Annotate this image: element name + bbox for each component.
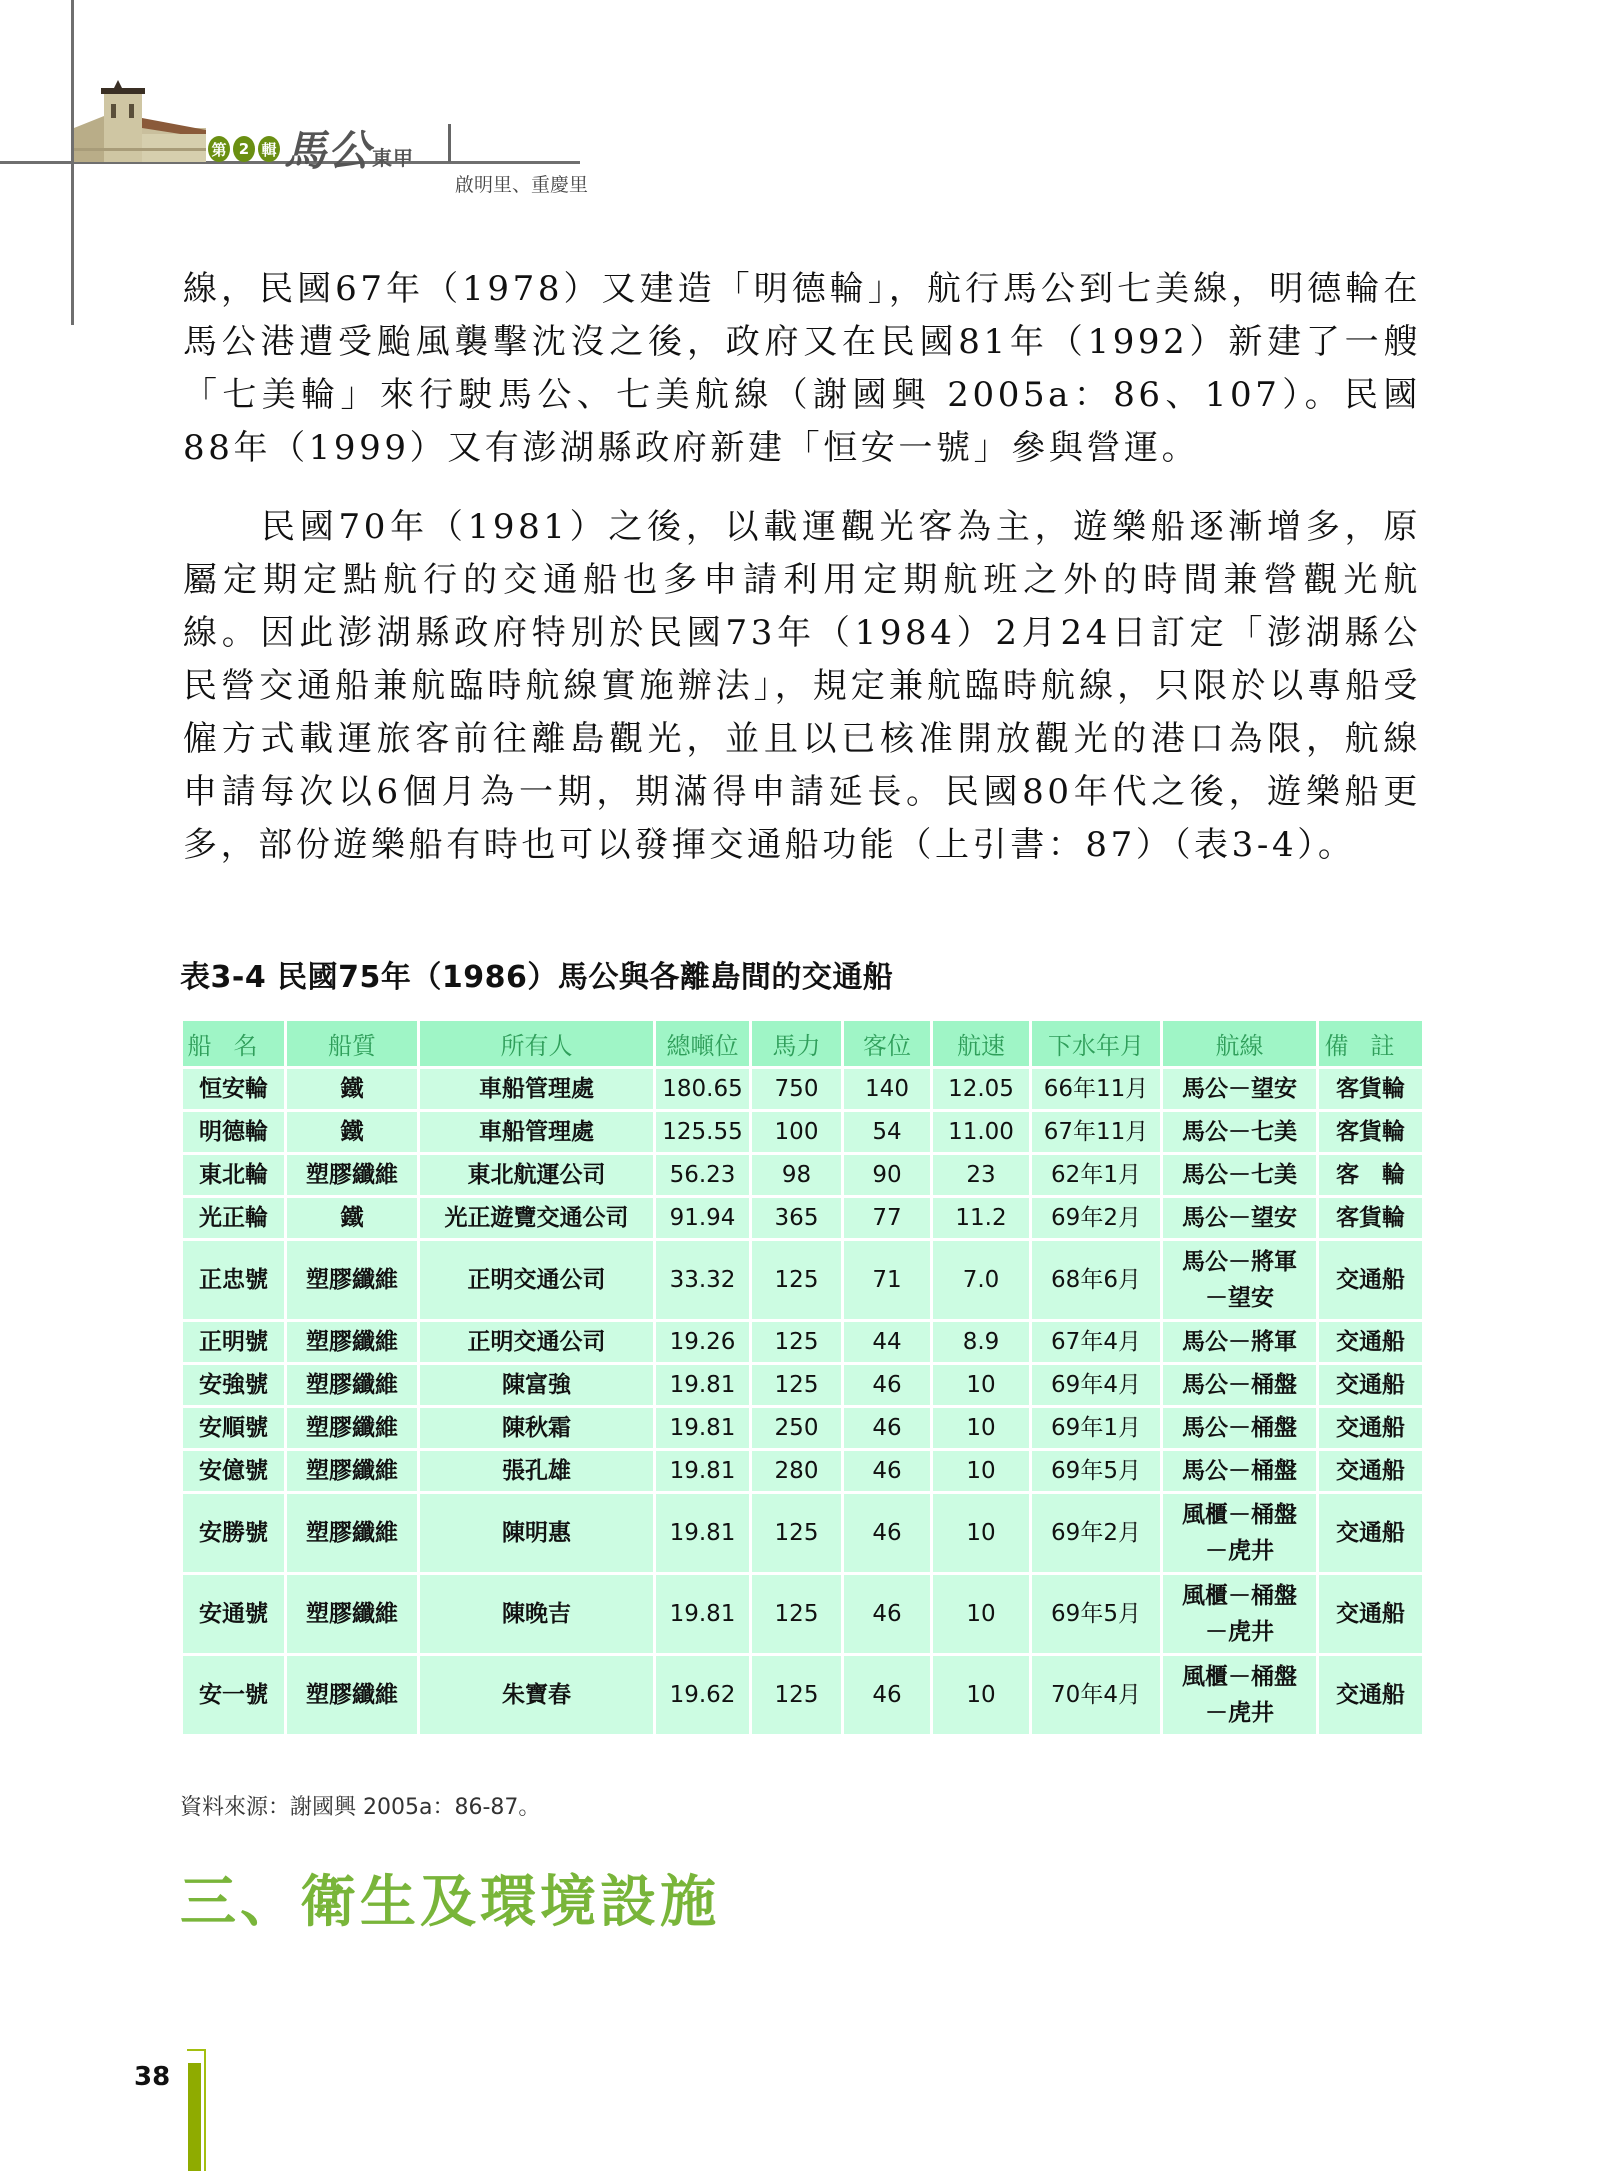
route-cell: 馬公－將軍 －望安 [1162, 1240, 1318, 1321]
horsepower-cell: 750 [751, 1068, 843, 1111]
horsepower-cell: 365 [751, 1197, 843, 1240]
ship-name-cell: 東北輪 [182, 1154, 286, 1197]
tonnage-cell: 19.81 [655, 1574, 751, 1655]
seats-cell: 54 [843, 1111, 932, 1154]
tonnage-cell: 56.23 [655, 1154, 751, 1197]
note-cell: 客貨輪 [1318, 1068, 1424, 1111]
tonnage-cell: 180.65 [655, 1068, 751, 1111]
material-cell: 塑膠纖維 [286, 1574, 419, 1655]
route-cell: 馬公－望安 [1162, 1068, 1318, 1111]
section-heading: 三、衛生及環境設施 [180, 1869, 720, 1935]
tonnage-cell: 19.62 [655, 1655, 751, 1736]
ship-name-cell: 安勝號 [182, 1493, 286, 1574]
table-row [182, 1321, 1424, 1364]
launch-date-cell: 69年2月 [1031, 1493, 1162, 1574]
horsepower-cell: 280 [751, 1450, 843, 1493]
seats-cell: 46 [843, 1493, 932, 1574]
note-cell: 交通船 [1318, 1321, 1424, 1364]
launch-date-cell: 67年4月 [1031, 1321, 1162, 1364]
series-badges [208, 136, 280, 162]
material-cell: 塑膠纖維 [286, 1240, 419, 1321]
speed-cell: 10 [932, 1574, 1031, 1655]
material-cell: 塑膠纖維 [286, 1493, 419, 1574]
material-cell: 鐵 [286, 1068, 419, 1111]
launch-date-cell: 69年4月 [1031, 1364, 1162, 1407]
owner-cell: 正明交通公司 [419, 1321, 655, 1364]
route-cell: 馬公－桶盤 [1162, 1407, 1318, 1450]
tonnage-cell: 19.81 [655, 1407, 751, 1450]
speed-cell: 10 [932, 1407, 1031, 1450]
church-building-image [74, 78, 206, 162]
note-cell: 客 輪 [1318, 1154, 1424, 1197]
header-material: 船質 [286, 1020, 419, 1068]
note-cell: 交通船 [1318, 1450, 1424, 1493]
speed-cell: 10 [932, 1450, 1031, 1493]
horsepower-cell: 125 [751, 1364, 843, 1407]
route-cell: 風櫃－桶盤 －虎井 [1162, 1493, 1318, 1574]
table-row [182, 1493, 1424, 1574]
note-cell: 交通船 [1318, 1407, 1424, 1450]
table-row [182, 1574, 1424, 1655]
title-divider [448, 124, 451, 162]
ship-name-cell: 明德輪 [182, 1111, 286, 1154]
launch-date-cell: 69年5月 [1031, 1450, 1162, 1493]
ship-name-cell: 安億號 [182, 1450, 286, 1493]
seats-cell: 140 [843, 1068, 932, 1111]
owner-cell: 正明交通公司 [419, 1240, 655, 1321]
table-header-row [182, 1020, 1424, 1068]
header-note: 備註 [1318, 1020, 1424, 1068]
series-badge: 輯 [258, 136, 280, 162]
seats-cell: 90 [843, 1154, 932, 1197]
speed-cell: 12.05 [932, 1068, 1031, 1111]
book-title-small: 東甲 [372, 146, 415, 170]
owner-cell: 車船管理處 [419, 1111, 655, 1154]
owner-cell: 車船管理處 [419, 1068, 655, 1111]
seats-cell: 71 [843, 1240, 932, 1321]
table-row [182, 1240, 1424, 1321]
route-cell: 馬公－桶盤 [1162, 1450, 1318, 1493]
header-speed: 航速 [932, 1020, 1031, 1068]
seats-cell: 46 [843, 1364, 932, 1407]
speed-cell: 10 [932, 1364, 1031, 1407]
speed-cell: 10 [932, 1493, 1031, 1574]
ship-name-cell: 安順號 [182, 1407, 286, 1450]
note-cell: 交通船 [1318, 1240, 1424, 1321]
table-row [182, 1197, 1424, 1240]
seats-cell: 77 [843, 1197, 932, 1240]
tonnage-cell: 125.55 [655, 1111, 751, 1154]
launch-date-cell: 68年6月 [1031, 1240, 1162, 1321]
route-cell: 馬公－桶盤 [1162, 1364, 1318, 1407]
launch-date-cell: 69年1月 [1031, 1407, 1162, 1450]
launch-date-cell: 66年11月 [1031, 1068, 1162, 1111]
seats-cell: 46 [843, 1407, 932, 1450]
body-paragraph-2: 民國70年（1981）之後，以載運觀光客為主，遊樂船逐漸增多，原屬定期定點航行的交通船也多申請利用定期航班之外的時間兼營觀光航線。因此澎湖縣政府特別於民國73年（1984）2月24日訂定「澎湖縣公民營交通船兼航臨時航線實施辦法」，規定兼航臨時航線，只限於以專船受僱方式載運旅客前往離島觀光，並且以已核准開放觀光的港口為限，航線申請每次以6個月為一期，期滿得申請延長。民國80年代之後，遊樂船更多，部份遊樂船有時也可以發揮交通船功能（上引書：87）（表3-4）。 [183, 507, 1421, 865]
seats-cell: 44 [843, 1321, 932, 1364]
route-cell: 馬公－將軍 [1162, 1321, 1318, 1364]
tonnage-cell: 19.26 [655, 1321, 751, 1364]
tonnage-cell: 19.81 [655, 1450, 751, 1493]
table-body [182, 1068, 1424, 1736]
speed-cell: 8.9 [932, 1321, 1031, 1364]
horsepower-cell: 250 [751, 1407, 843, 1450]
route-cell: 風櫃－桶盤 －虎井 [1162, 1574, 1318, 1655]
seats-cell: 46 [843, 1574, 932, 1655]
owner-cell: 陳秋霜 [419, 1407, 655, 1450]
material-cell: 塑膠纖維 [286, 1364, 419, 1407]
table-row [182, 1655, 1424, 1736]
route-cell: 馬公－望安 [1162, 1197, 1318, 1240]
launch-date-cell: 69年2月 [1031, 1197, 1162, 1240]
book-title-main: 馬公 [284, 126, 373, 175]
table-caption: 表3-4 民國75年（1986）馬公與各離島間的交通船 [180, 960, 894, 995]
horsepower-cell: 125 [751, 1493, 843, 1574]
seats-cell: 46 [843, 1655, 932, 1736]
table-row [182, 1450, 1424, 1493]
launch-date-cell: 70年4月 [1031, 1655, 1162, 1736]
footer-accent-bar [188, 2063, 201, 2171]
header-owner: 所有人 [419, 1020, 655, 1068]
material-cell: 塑膠纖維 [286, 1321, 419, 1364]
ship-name-cell: 正明號 [182, 1321, 286, 1364]
owner-cell: 光正遊覽交通公司 [419, 1197, 655, 1240]
route-cell: 馬公－七美 [1162, 1111, 1318, 1154]
owner-cell: 朱寶春 [419, 1655, 655, 1736]
tonnage-cell: 33.32 [655, 1240, 751, 1321]
header-seats: 客位 [843, 1020, 932, 1068]
speed-cell: 7.0 [932, 1240, 1031, 1321]
header-tonnage: 總噸位 [655, 1020, 751, 1068]
note-cell: 交通船 [1318, 1655, 1424, 1736]
horsepower-cell: 125 [751, 1574, 843, 1655]
speed-cell: 23 [932, 1154, 1031, 1197]
horsepower-cell: 100 [751, 1111, 843, 1154]
series-badge: 2 [233, 136, 255, 162]
note-cell: 客貨輪 [1318, 1197, 1424, 1240]
page-number: 38 [134, 2062, 171, 2092]
table-row [182, 1154, 1424, 1197]
owner-cell: 陳晚吉 [419, 1574, 655, 1655]
tonnage-cell: 19.81 [655, 1364, 751, 1407]
owner-cell: 東北航運公司 [419, 1154, 655, 1197]
table-row [182, 1111, 1424, 1154]
horsepower-cell: 125 [751, 1321, 843, 1364]
ship-name-cell: 安強號 [182, 1364, 286, 1407]
route-cell: 馬公－七美 [1162, 1154, 1318, 1197]
owner-cell: 陳明惠 [419, 1493, 655, 1574]
table-row [182, 1364, 1424, 1407]
body-paragraph-1: 線，民國67年（1978）又建造「明德輪」，航行馬公到七美線，明德輪在馬公港遭受颱風襲擊沈沒之後，政府又在民國81年（1992）新建了一艘「七美輪」來行駛馬公、七美航線（謝國興 2005a：86、107）。民國88年（1999）又有澎湖縣政府新建「恒安一號」參與營運。 [183, 269, 1421, 468]
ship-name-cell: 安通號 [182, 1574, 286, 1655]
material-cell: 塑膠纖維 [286, 1407, 419, 1450]
speed-cell: 10 [932, 1655, 1031, 1736]
book-title [284, 118, 414, 178]
horsepower-cell: 125 [751, 1240, 843, 1321]
owner-cell: 張孔雄 [419, 1450, 655, 1493]
seats-cell: 46 [843, 1450, 932, 1493]
note-cell: 交通船 [1318, 1364, 1424, 1407]
speed-cell: 11.00 [932, 1111, 1031, 1154]
ship-name-cell: 安一號 [182, 1655, 286, 1736]
header-horsepower: 馬力 [751, 1020, 843, 1068]
material-cell: 鐵 [286, 1111, 419, 1154]
ship-name-cell: 光正輪 [182, 1197, 286, 1240]
table-row [182, 1407, 1424, 1450]
speed-cell: 11.2 [932, 1197, 1031, 1240]
route-cell: 風櫃－桶盤 －虎井 [1162, 1655, 1318, 1736]
horsepower-cell: 125 [751, 1655, 843, 1736]
chapter-subtitle: 啟明里、重慶里 [455, 174, 589, 196]
material-cell: 塑膠纖維 [286, 1655, 419, 1736]
material-cell: 塑膠纖維 [286, 1450, 419, 1493]
header-route: 航線 [1162, 1020, 1318, 1068]
material-cell: 塑膠纖維 [286, 1154, 419, 1197]
owner-cell: 陳富強 [419, 1364, 655, 1407]
launch-date-cell: 62年1月 [1031, 1154, 1162, 1197]
tonnage-cell: 19.81 [655, 1493, 751, 1574]
table-row [182, 1068, 1424, 1111]
header-launch-date: 下水年月 [1031, 1020, 1162, 1068]
ship-name-cell: 恒安輪 [182, 1068, 286, 1111]
table-source: 資料來源：謝國興 2005a：86-87。 [180, 1795, 541, 1820]
launch-date-cell: 67年11月 [1031, 1111, 1162, 1154]
tonnage-cell: 91.94 [655, 1197, 751, 1240]
horsepower-cell: 98 [751, 1154, 843, 1197]
note-cell: 交通船 [1318, 1574, 1424, 1655]
note-cell: 交通船 [1318, 1493, 1424, 1574]
header-ship-name: 船名 [182, 1020, 286, 1068]
ferry-table [180, 1018, 1425, 1737]
note-cell: 客貨輪 [1318, 1111, 1424, 1154]
series-badge: 第 [208, 136, 230, 162]
launch-date-cell: 69年5月 [1031, 1574, 1162, 1655]
ship-name-cell: 正忠號 [182, 1240, 286, 1321]
material-cell: 鐵 [286, 1197, 419, 1240]
